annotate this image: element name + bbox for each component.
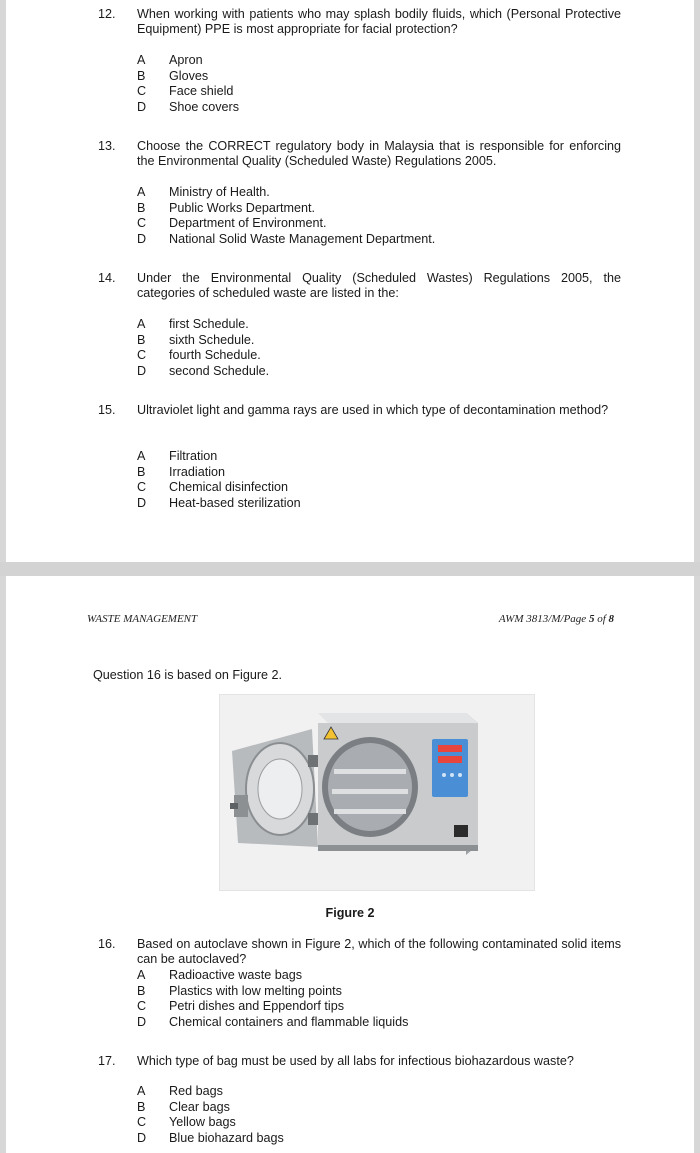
tray bbox=[332, 789, 408, 794]
option-letter: B bbox=[137, 983, 146, 998]
option-letter: B bbox=[137, 200, 146, 215]
option-text: Clear bags bbox=[169, 1099, 230, 1114]
option-text: Petri dishes and Eppendorf tips bbox=[169, 999, 345, 1014]
option-letter: C bbox=[137, 999, 147, 1014]
option-letter: C bbox=[137, 480, 147, 495]
option-text: Apron bbox=[169, 53, 203, 67]
option-text: sixth Schedule. bbox=[169, 332, 255, 347]
option-letter: C bbox=[137, 1115, 147, 1130]
question-text: Based on autoclave shown in Figure 2, which of the following contaminated solid items can be autoclaved? bbox=[137, 937, 621, 967]
question-text: Choose the CORRECT regulatory body in Malaysia that is responsible for enforcing the Environmental Quality (Scheduled Waste) Regulations 2005. bbox=[137, 139, 621, 169]
tray bbox=[334, 809, 406, 814]
page-bottom bbox=[0, 576, 700, 1153]
option-letter: D bbox=[137, 99, 147, 114]
option-letter: B bbox=[137, 464, 146, 479]
figure-2-autoclave bbox=[219, 694, 535, 891]
question-text: Which type of bag must be used by all labs for infectious biohazardous waste? bbox=[137, 1054, 574, 1068]
option-text: Chemical disinfection bbox=[169, 480, 288, 495]
page-top bbox=[0, 0, 700, 562]
question-number: 14. bbox=[98, 271, 116, 285]
option-letter: A bbox=[137, 1084, 146, 1098]
door-hinge bbox=[308, 755, 318, 767]
question-number: 16. bbox=[98, 937, 116, 951]
display-digits bbox=[438, 745, 462, 752]
option-text: Heat-based sterilization bbox=[169, 495, 301, 510]
autoclave-image bbox=[220, 695, 534, 890]
tray bbox=[334, 769, 406, 774]
option-letter: D bbox=[137, 231, 147, 246]
option-letter: A bbox=[137, 185, 146, 199]
option-text: Chemical containers and flammable liquids bbox=[169, 1014, 409, 1029]
question-number: 15. bbox=[98, 403, 116, 417]
page-total: 8 bbox=[608, 613, 614, 625]
option-text: Department of Environment. bbox=[169, 216, 327, 231]
option-letter: A bbox=[137, 53, 146, 67]
option-text: first Schedule. bbox=[169, 317, 249, 331]
option-text: Blue biohazard bags bbox=[169, 1130, 284, 1145]
option-text: Yellow bags bbox=[169, 1115, 236, 1130]
option-letter: B bbox=[137, 68, 146, 83]
option-letter: D bbox=[137, 1130, 147, 1145]
question-text: Under the Environmental Quality (Scheduled Wastes) Regulations 2005, the categories of scheduled waste are listed in the: bbox=[137, 271, 621, 301]
option-letter: C bbox=[137, 348, 147, 363]
question-text: When working with patients who may splash bodily fluids, which (Personal Protective Equipment) PPE is most appropriate for facial protection? bbox=[137, 7, 621, 37]
option-letter: D bbox=[137, 495, 147, 510]
page-label: AWM 3813/M/Page bbox=[498, 613, 589, 625]
question-number: 12. bbox=[98, 7, 116, 21]
option-letter: B bbox=[137, 332, 146, 347]
option-text: fourth Schedule. bbox=[169, 348, 261, 363]
option-letter: D bbox=[137, 363, 147, 378]
option-text: National Solid Waste Management Department. bbox=[169, 231, 436, 246]
option-letter: A bbox=[137, 449, 146, 463]
option-letter: B bbox=[137, 1099, 146, 1114]
running-header-left: WASTE MANAGEMENT bbox=[87, 613, 198, 625]
option-text: Shoe covers bbox=[169, 99, 240, 114]
option-letter: A bbox=[137, 968, 146, 982]
question-text: Ultraviolet light and gamma rays are used in which type of decontamination method? bbox=[137, 403, 609, 417]
option-letter: A bbox=[137, 317, 146, 331]
question-number: 17. bbox=[98, 1054, 116, 1068]
option-text: Gloves bbox=[169, 68, 209, 83]
figure-caption: Figure 2 bbox=[325, 906, 375, 920]
option-text: Plastics with low melting points bbox=[169, 983, 342, 998]
option-letter: C bbox=[137, 216, 147, 231]
running-header-right bbox=[499, 613, 614, 625]
option-text: Red bags bbox=[169, 1084, 223, 1098]
option-letter: C bbox=[137, 84, 147, 99]
option-text: Face shield bbox=[169, 84, 234, 99]
option-text: Ministry of Health. bbox=[169, 185, 270, 199]
option-text: Public Works Department. bbox=[169, 200, 316, 215]
power-switch bbox=[454, 825, 468, 837]
option-text: Irradiation bbox=[169, 464, 226, 479]
option-text: Filtration bbox=[169, 449, 218, 463]
page-number: 5 bbox=[588, 613, 595, 625]
option-letter: D bbox=[137, 1014, 147, 1029]
figure-intro: Question 16 is based on Figure 2. bbox=[93, 668, 283, 682]
page-separator bbox=[0, 562, 700, 576]
question-number: 13. bbox=[98, 139, 116, 153]
option-text: second Schedule. bbox=[169, 363, 270, 378]
page-of: of bbox=[594, 613, 609, 625]
autoclave-top bbox=[318, 713, 478, 723]
option-text: Radioactive waste bags bbox=[169, 968, 303, 982]
